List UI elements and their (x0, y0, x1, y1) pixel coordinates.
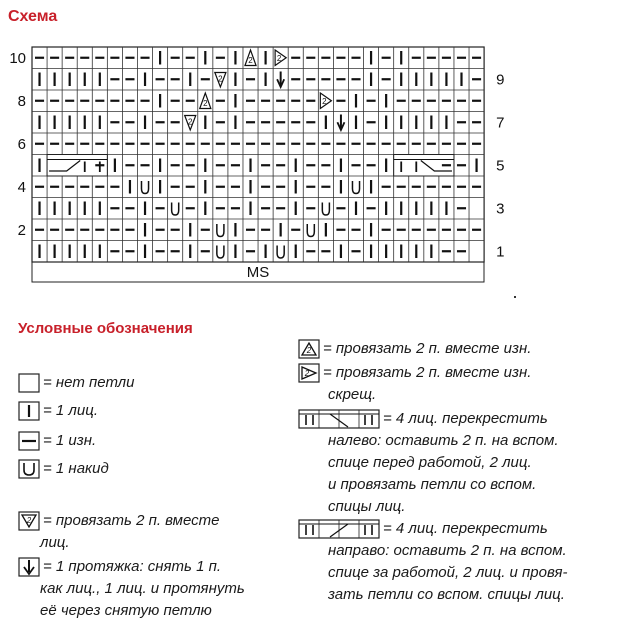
yarn-over-mark (172, 203, 179, 216)
row-number-right: 1 (496, 243, 505, 261)
knitting-chart (0, 0, 620, 300)
yarn-over-mark (307, 224, 314, 237)
p2tog-icon (298, 339, 320, 359)
p2tog-mark-digit: 2 (248, 55, 253, 65)
yarn-over-mark (141, 181, 148, 194)
p2tog-cross-icon (298, 363, 320, 383)
row-number-right: 9 (496, 71, 505, 89)
knit-icon (18, 401, 40, 421)
legend-pull-text-1: = 1 протяжка: снять 1 п. (43, 558, 222, 576)
page-title: Схема (8, 8, 58, 25)
yarn-over-mark (217, 224, 224, 237)
legend-purl (18, 430, 96, 452)
legend-cross-left-text-1: = 4 лиц. перекрестить (383, 410, 548, 428)
legend-title: Условные обозначения (18, 320, 193, 337)
legend-k2tog (18, 510, 219, 554)
p2tog-mark-digit: 2 (203, 98, 208, 108)
p2tog-cross-mark-digit: 2 (322, 96, 327, 106)
legend-cross-left-text-5: спицы лиц. (328, 498, 406, 516)
legend-cross-left (298, 408, 559, 518)
legend-cross-right-text-4: зать петли со вспом. спицы лиц. (328, 586, 565, 604)
legend-yarn-over (18, 458, 109, 480)
legend-cross-left-text-3: спице перед работой, 2 лиц. (328, 454, 532, 472)
k2tog-mark-digit: 2 (218, 74, 223, 84)
row-number-left: 6 (17, 135, 26, 153)
legend-cross-left-text-4: и провязать петли со вспом. (328, 476, 537, 494)
stray-dot (514, 296, 516, 298)
legend-p2tog (298, 338, 531, 360)
legend-p2tog-cross-text-2: скрещ. (328, 386, 377, 404)
legend-pull (18, 556, 245, 622)
legend-purl-text: = 1 изн. (43, 432, 97, 450)
svg-text:2: 2 (306, 346, 312, 356)
yarn-over-mark (352, 181, 359, 194)
cross-right-icon (298, 519, 380, 539)
legend-k2tog-text-1: = провязать 2 п. вместе (43, 512, 220, 530)
legend-k2tog-text-2: лиц. (40, 534, 70, 552)
legend-cross-right-text-1: = 4 лиц. перекрестить (383, 520, 548, 538)
row-number-left: 2 (17, 221, 26, 239)
svg-text:2: 2 (304, 369, 310, 379)
legend-p2tog-cross (298, 362, 531, 406)
legend-no-stitch (18, 372, 134, 394)
purl-icon (18, 431, 40, 451)
legend-no-stitch-text: = нет петли (43, 374, 135, 392)
legend-p2tog-cross-text-1: = провязать 2 п. вместе изн. (323, 364, 532, 382)
row-number-right: 7 (496, 114, 505, 132)
legend-pull-text-3: её через снятую петлю (40, 602, 212, 620)
row-number-right: 5 (496, 157, 505, 175)
legend-cross-right (298, 518, 568, 606)
row-number-left: 8 (17, 92, 26, 110)
legend-cross-right-text-3: спице за работой, 2 лиц. и провя- (328, 564, 568, 582)
row-number-right: 3 (496, 200, 505, 218)
legend-cross-left-text-2: налево: оставить 2 п. на вспом. (328, 432, 559, 450)
ms-label: MS (246, 264, 270, 281)
yarn-over-mark (277, 246, 284, 259)
legend-pull-text-2: как лиц., 1 лиц. и протянуть (40, 580, 245, 598)
k2tog-mark-digit: 2 (188, 117, 193, 127)
svg-text:2: 2 (26, 516, 32, 526)
yarn-over-icon (18, 459, 40, 479)
legend-knit (18, 400, 98, 422)
yarn-over-mark (322, 203, 329, 216)
k2tog-icon (18, 511, 40, 531)
cross-left-icon (298, 409, 380, 429)
row-number-left: 4 (17, 178, 26, 196)
pull-icon (18, 557, 40, 577)
legend-knit-text: = 1 лиц. (43, 402, 98, 420)
no-stitch-icon (18, 373, 40, 393)
yarn-over-mark (217, 246, 224, 259)
p2tog-cross-mark-digit: 2 (276, 53, 282, 63)
legend-yarn-over-text: = 1 накид (43, 460, 109, 478)
legend-cross-right-text-2: направо: оставить 2 п. на вспом. (328, 542, 567, 560)
legend-p2tog-text: = провязать 2 п. вместе изн. (323, 340, 532, 358)
row-number-left: 10 (9, 49, 26, 67)
